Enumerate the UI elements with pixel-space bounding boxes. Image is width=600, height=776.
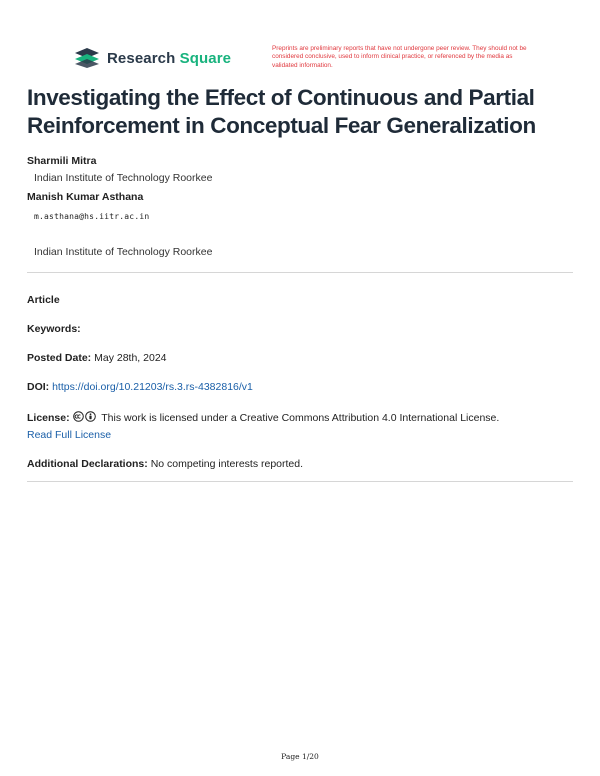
page-number: Page 1/20 xyxy=(281,752,319,761)
research-square-logo-icon xyxy=(73,47,101,69)
posted-date-value: May 28th, 2024 xyxy=(94,352,167,364)
doi-link[interactable]: https://doi.org/10.21203/rs.3.rs-4382816/v1 xyxy=(52,381,253,393)
declarations-label: Additional Declarations: xyxy=(27,458,148,470)
author-email[interactable]: m.asthana@hs.iitr.ac.in xyxy=(34,212,150,221)
license-text: This work is licensed under a Creative Commons Attribution 4.0 International License. xyxy=(101,412,500,424)
preprint-disclaimer: Preprints are preliminary reports that have not undergone peer review. They should not be considered conclusive, used to inform clinical practice, or referenced by the media as validated information. xyxy=(272,45,527,69)
brand-name-part1: Research xyxy=(107,49,176,67)
brand-name-part2: Square xyxy=(179,49,232,67)
posted-date-label: Posted Date: xyxy=(27,352,92,364)
divider xyxy=(27,272,573,273)
posted-date xyxy=(27,352,167,364)
article-type-label: Article xyxy=(27,294,60,306)
license xyxy=(27,410,573,444)
cc-icon xyxy=(73,411,84,422)
author-name: Manish Kumar Asthana xyxy=(27,191,144,203)
cc-icons xyxy=(73,411,96,422)
paper-title: Investigating the Effect of Continuous and Partial Reinforcement in Conceptual Fear Generalization xyxy=(27,85,536,138)
read-full-license-link[interactable]: Read Full License xyxy=(27,429,112,441)
additional-declarations xyxy=(27,458,303,470)
doi xyxy=(27,381,253,393)
by-icon xyxy=(85,411,96,422)
brand-name xyxy=(107,50,231,67)
doi-label: DOI: xyxy=(27,381,50,393)
keywords-label: Keywords: xyxy=(27,323,81,335)
article-type xyxy=(27,294,60,306)
license-label: License: xyxy=(27,412,70,424)
divider xyxy=(27,481,573,482)
declarations-value: No competing interests reported. xyxy=(150,458,304,470)
research-square-logo xyxy=(73,47,231,69)
keywords xyxy=(27,323,81,335)
author-affiliation: Indian Institute of Technology Roorkee xyxy=(34,246,213,258)
author-name: Sharmili Mitra xyxy=(27,155,97,167)
author-affiliation: Indian Institute of Technology Roorkee xyxy=(34,172,213,184)
